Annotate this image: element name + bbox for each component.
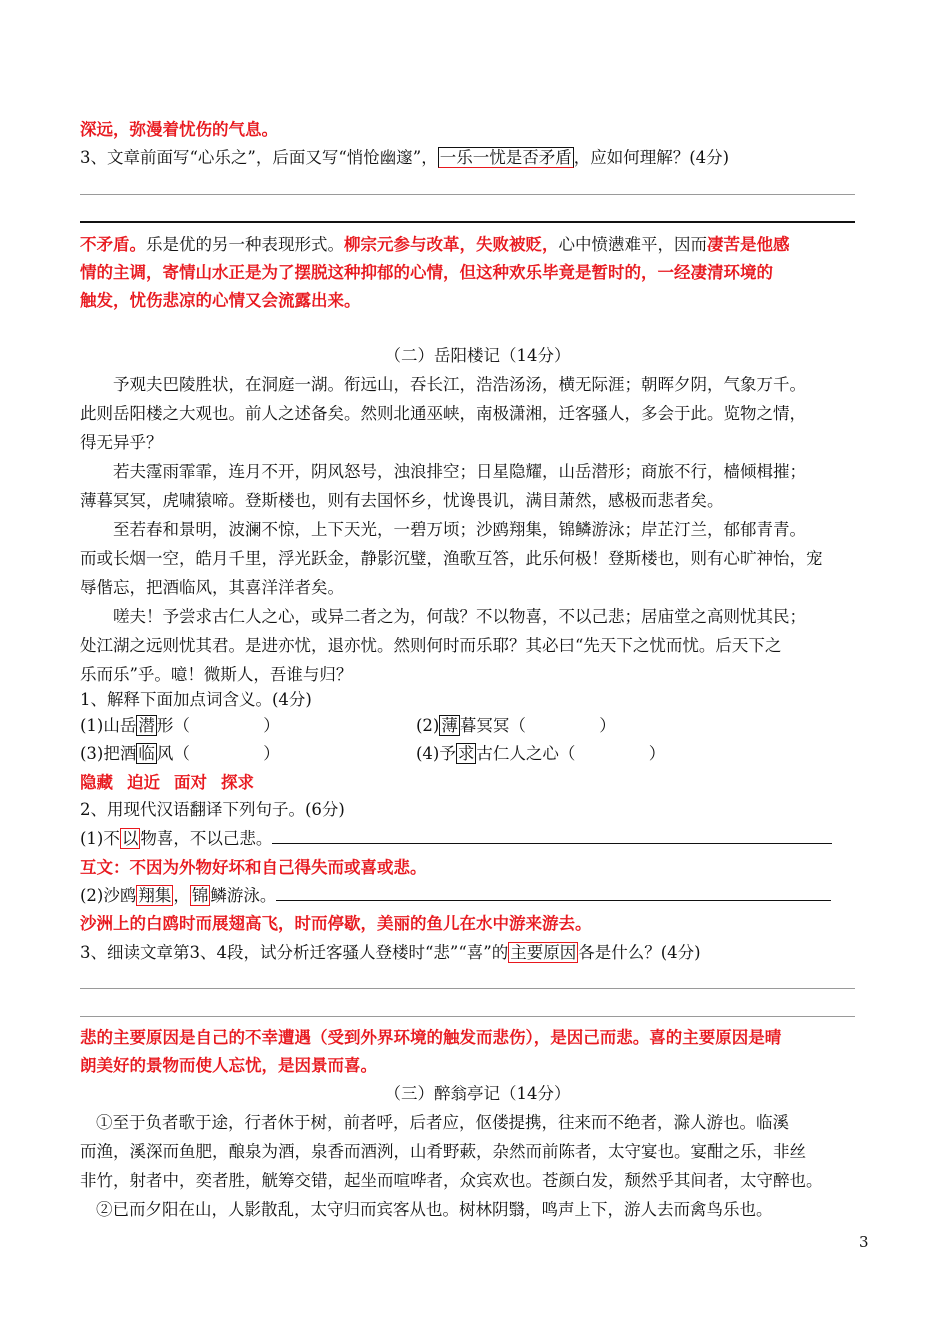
page-number: 3 (859, 1233, 869, 1251)
answer-3-line3: 触发，忧伤悲凉的心情又会流露出来。 (80, 291, 361, 310)
question-1-row2 (80, 741, 875, 767)
answer-3-line1: 悲的主要原因是自己的不幸遭遇（受到外界环境的触发而悲伤），是因己而悲。喜的主要原因是晴 (80, 1028, 782, 1047)
passage-line: ②已而夕阳在山，人影散乱，太守归而宾客从也。树林阴翳，鸣声上下，游人去而禽鸟乐也。 (96, 1200, 773, 1219)
passage-line: 此则岳阳楼之大观也。前人之述备矣。然则北通巫峡，南极潇湘，迁客骚人，多会于此。览物之情， (80, 404, 806, 423)
answer-3-line2: 朗美好的景物而使人忘忧，是因景而喜。 (80, 1056, 377, 1075)
translation-blank (276, 884, 831, 901)
answer-2-2: 沙洲上的白鸥时而展翅高飞，时而停歇，美丽的鱼儿在水中游来游去。 (80, 914, 592, 933)
item-4: (4)予 求 古仁人之心（ ） (416, 744, 666, 763)
answer-line (80, 988, 855, 989)
passage-line: 若夫霪雨霏霏，连月不开，阴风怒号，浊浪排空；日星隐耀，山岳潜形；商旅不行，樯倾楫摧； (113, 462, 806, 481)
question-2-sentence-1: (1)不 以 物喜，不以己悲。 (80, 826, 875, 852)
passage-line: 乐而乐”乎。噫！微斯人，吾谁与归？ (80, 665, 353, 684)
passage-line: 予观夫巴陵胜状，在洞庭一湖。衔远山，吞长江，浩浩汤汤，横无际涯；朝晖夕阴，气象万千。 (113, 375, 806, 394)
passage-line: 薄暮冥冥，虎啸猿啼。登斯楼也，则有去国怀乡，忧谗畏讥，满目萧然，感极而悲者矣。 (80, 491, 724, 510)
boxed-phrase: 一乐一忧是否矛盾 (439, 148, 572, 167)
answer-line (80, 1016, 855, 1017)
answer-line (80, 194, 855, 195)
passage-line: 非竹，射者中，奕者胜，觥筹交错，起坐而喧哗者，众宾欢也。苍颜白发，颓然乎其间者，太守醉也。 (80, 1171, 823, 1190)
passage-line: 处江湖之远则忧其君。是进亦忧，退亦忧。然则何时而乐耶？其必曰“先天下之忧而忧。后天下之 (80, 636, 782, 655)
passage-line: 得无异乎？ (80, 433, 163, 452)
answer-2-1: 互文：不因为外物好坏和自己得失而或喜或悲。 (80, 858, 427, 877)
section-3-title: （三）醉翁亭记（14分） (384, 1084, 571, 1103)
passage-line: 至若春和景明，波澜不惊，上下天光，一碧万顷；沙鸥翔集，锦鳞游泳；岸芷汀兰，郁郁青青。 (113, 520, 806, 539)
question-1-stem: 1、解释下面加点词含义。(4分) (80, 690, 312, 709)
question-3: 3、文章前面写“心乐之”，后面又写“悄怆幽邃”， 一乐一忧是否矛盾 ，应如何理解？(4分) (80, 148, 730, 167)
passage-line: ①至于负者歌于途，行者休于树，前者呼，后者应，伛偻提携，往来而不绝者，滁人游也。临溪 (96, 1113, 789, 1132)
passage-line: 而渔，溪深而鱼肥，酿泉为酒，泉香而酒洌，山肴野蔌，杂然而前陈者，太守宴也。宴酣之乐，非丝 (80, 1142, 806, 1161)
question-3: 3、细读文章第3、4段，试分析迁客骚人登楼时“悲”“喜”的 主要原因 各是什么？(4分) (80, 943, 701, 962)
passage-line: 而或长烟一空，皓月千里，浮光跃金，静影沉璧，渔歌互答，此乐何极！登斯楼也，则有心旷神怡，宠 (80, 549, 823, 568)
question-2-stem: 2、用现代汉语翻译下列句子。(6分) (80, 800, 345, 819)
item-1: (1)山岳 潜 形（ ） (80, 716, 280, 735)
section-2-title: （二）岳阳楼记（14分） (384, 346, 571, 365)
question-2-sentence-2: (2)沙鸥 翔集 ， 锦 鳞游泳。 (80, 883, 875, 909)
item-3: (3)把酒 临 风（ ） (80, 744, 280, 763)
answer-2-tail: 深远，弥漫着忧伤的气息。 (80, 120, 278, 139)
translation-blank (272, 827, 832, 844)
passage-line: 嗟夫！予尝求古仁人之心，或异二者之为，何哉？不以物喜，不以己悲；居庙堂之高则忧其民； (113, 607, 806, 626)
question-1-answers: 隐藏 迫近 面对 探求 (80, 773, 254, 792)
answer-3-line1: 不矛盾。乐是优的另一种表现形式。柳宗元参与改革，失败被贬，心中愤懑难平，因而凄苦是他感 (80, 235, 790, 254)
question-1-row1 (80, 713, 875, 739)
answer-3-line2: 情的主调，寄情山水正是为了摆脱这种抑郁的心情，但这种欢乐毕竟是暂时的，一经凄清环境的 (80, 263, 773, 282)
item-2: (2) 薄 暮冥冥（ ） (416, 716, 616, 735)
passage-line: 辱偕忘，把酒临风，其喜洋洋者矣。 (80, 578, 344, 597)
answer-line-bold (80, 221, 855, 223)
